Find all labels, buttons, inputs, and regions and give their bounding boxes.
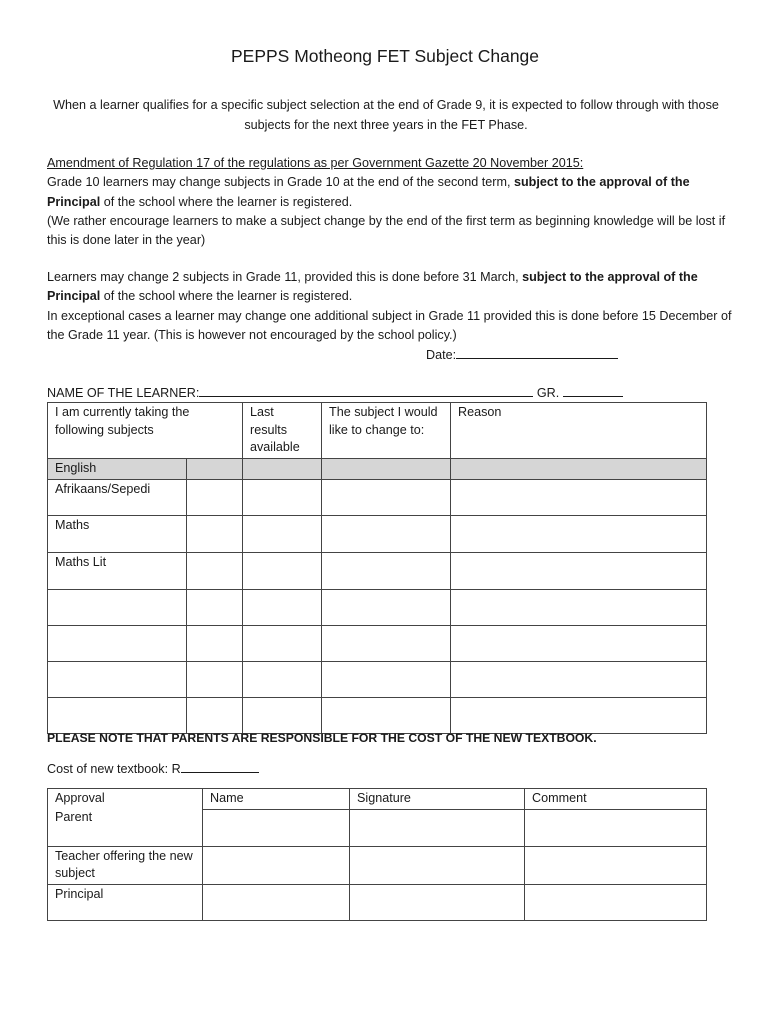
table-cell[interactable] (322, 589, 451, 625)
grade-line[interactable] (563, 384, 623, 397)
date-label: Date: (426, 348, 457, 362)
approver-cell: Parent (48, 809, 203, 846)
table-row (48, 552, 707, 589)
textbook-cost-line[interactable] (181, 760, 259, 773)
header-last-results: Last results available (243, 403, 322, 459)
page-title: PEPPS Motheong FET Subject Change (230, 46, 540, 66)
table-cell[interactable] (243, 552, 322, 589)
table-cell[interactable] (243, 625, 322, 661)
table-cell[interactable] (451, 552, 707, 589)
table-cell[interactable] (187, 697, 243, 733)
table-cell[interactable] (243, 697, 322, 733)
approver-cell: Teacher offering the new subject (48, 846, 203, 884)
table-cell[interactable] (243, 661, 322, 697)
intro-paragraph: When a learner qualifies for a specific subject selection at the end of Grade 9, it is expected to follow through with those subjects for the next three years in the FET Phase. (53, 98, 719, 132)
table-cell[interactable] (451, 697, 707, 733)
table-cell[interactable] (525, 809, 707, 846)
header-current-subjects: I am currently taking the following subjects (48, 403, 243, 459)
subject-cell: Maths (48, 515, 187, 552)
learner-name-label: NAME OF THE LEARNER: (47, 386, 200, 400)
table-cell[interactable] (322, 459, 451, 480)
table-cell[interactable] (203, 809, 350, 846)
table-cell[interactable] (350, 884, 525, 920)
grade11-text: Learners may change 2 subjects in Grade 11, provided this is done before 31 March, (47, 270, 523, 284)
table-cell[interactable] (187, 625, 243, 661)
subject-cell[interactable] (48, 589, 187, 625)
table-row (48, 846, 707, 884)
learner-name-field[interactable] (47, 384, 737, 403)
subject-cell: English (48, 459, 187, 480)
table-cell[interactable] (451, 459, 707, 480)
amendment-text: Grade 10 learners may change subjects in Grade 10 at the end of the second term, (47, 175, 514, 190)
table-cell[interactable] (525, 846, 707, 884)
amendment-bold: subject to the approval of the Principal (47, 175, 690, 209)
subject-cell[interactable] (48, 661, 187, 697)
subjects-header-row (48, 403, 707, 459)
table-row (48, 479, 707, 515)
textbook-cost-label: Cost of new textbook: R (47, 762, 181, 776)
table-cell[interactable] (322, 552, 451, 589)
table-cell[interactable] (350, 809, 525, 846)
table-cell[interactable] (322, 697, 451, 733)
table-cell[interactable] (243, 479, 322, 515)
header-name: Name (203, 789, 350, 810)
date-line[interactable] (456, 346, 618, 359)
grade11-text-end: of the school where the learner is registered. (100, 289, 353, 304)
table-row (48, 884, 707, 920)
approval-header-row (48, 789, 707, 810)
learner-name-line[interactable] (199, 384, 533, 397)
header-change-to: The subject I would like to change to: (322, 403, 451, 459)
table-row (48, 697, 707, 733)
table-cell[interactable] (187, 589, 243, 625)
table-cell[interactable] (451, 625, 707, 661)
header-reason: Reason (451, 403, 707, 459)
subject-cell[interactable] (48, 625, 187, 661)
approver-cell: Principal (48, 884, 203, 920)
subject-cell: Afrikaans/Sepedi (48, 479, 187, 515)
table-cell[interactable] (451, 589, 707, 625)
subject-cell[interactable] (48, 697, 187, 733)
table-cell[interactable] (187, 661, 243, 697)
amendment-heading: Amendment of Regulation 17 of the regulations as per Government Gazette 20 November 2015: (47, 156, 584, 170)
table-row (48, 459, 707, 480)
table-cell[interactable] (451, 661, 707, 697)
table-cell[interactable] (203, 846, 350, 884)
table-cell[interactable] (451, 515, 707, 552)
approval-table (47, 788, 707, 921)
table-row (48, 589, 707, 625)
table-cell[interactable] (350, 846, 525, 884)
amendment-paren: (We rather encourage learners to make a subject change by the end of the first term as beginning knowledge will be lost if this is done later in the year) (47, 213, 726, 248)
header-approval: Approval (48, 789, 203, 810)
subject-cell: Maths Lit (48, 552, 187, 589)
textbook-note: PLEASE NOTE THAT PARENTS ARE RESPONSIBLE FOR THE COST OF THE NEW TEXTBOOK. (47, 731, 597, 745)
grade11-exception: In exceptional cases a learner may change one additional subject in Grade 11 provided this is done before 15 December of the Grade 11 year. (This is however not encouraged by the school policy.) (47, 308, 732, 342)
table-cell[interactable] (322, 661, 451, 697)
table-cell[interactable] (187, 479, 243, 515)
subjects-table (47, 402, 707, 734)
table-row (48, 809, 707, 846)
amendment-text-end: of the school where the learner is registered. (100, 194, 353, 209)
table-row (48, 625, 707, 661)
table-cell[interactable] (451, 479, 707, 515)
table-cell[interactable] (203, 884, 350, 920)
table-cell[interactable] (243, 589, 322, 625)
grade11-section (47, 268, 737, 345)
table-cell[interactable] (187, 515, 243, 552)
table-cell[interactable] (187, 459, 243, 480)
table-row (48, 661, 707, 697)
date-field[interactable] (426, 346, 726, 365)
table-cell[interactable] (322, 625, 451, 661)
table-cell[interactable] (243, 515, 322, 552)
grade-label: GR. (536, 386, 560, 400)
grade11-bold: subject to the approval of the Principal (47, 270, 698, 304)
table-cell[interactable] (243, 459, 322, 480)
amendment-section (47, 154, 737, 250)
header-signature: Signature (350, 789, 525, 810)
table-cell[interactable] (187, 552, 243, 589)
textbook-cost-field[interactable] (47, 760, 259, 776)
table-row (48, 515, 707, 552)
table-cell[interactable] (322, 515, 451, 552)
table-cell[interactable] (525, 884, 707, 920)
table-cell[interactable] (322, 479, 451, 515)
header-comment: Comment (525, 789, 707, 810)
